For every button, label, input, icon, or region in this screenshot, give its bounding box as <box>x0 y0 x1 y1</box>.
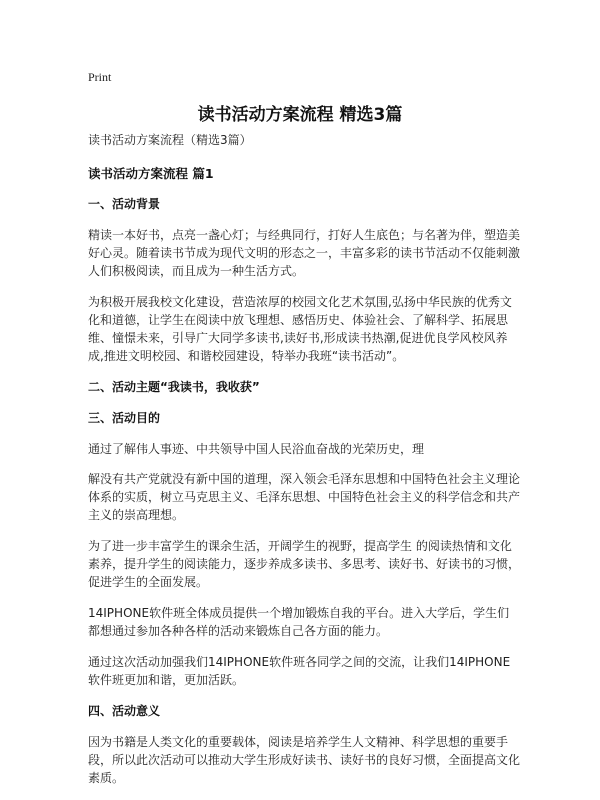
heading-theme: 二、活动主题“我读书，我收获” <box>88 380 260 394</box>
section-title: 读书活动方案流程 篇1 <box>88 166 214 181</box>
paragraph-significance-1: 因为书籍是人类文化的重要载体，阅读是培养学生人文精神、科学思想的重要手段，所以此次活动可以推动大学生形成好读书、读好书的良好习惯，全面提高文化素质。 <box>88 735 521 785</box>
heading-significance: 四、活动意义 <box>88 704 161 718</box>
document-body <box>88 131 520 800</box>
paragraph-purpose-5: 通过这次活动加强我们14IPHONE软件班各同学之间的交流，让我们14IPHONE软件班更加和谐，更加活跃。 <box>88 655 511 687</box>
document-subtitle: 读书活动方案流程（精选3篇） <box>88 133 252 147</box>
paragraph-purpose-1: 通过了解伟人事迹、中共领导中国人民浴血奋战的光荣历史，理 <box>88 442 425 456</box>
paragraph-background-2: 为积极开展我校文化建设，营造浓厚的校园文化艺术氛围,弘扬中华民族的优秀文化和道德，让学生在阅读中放飞理想、感悟历史、体验社会、了解科学、拓展思维、憧憬未来，引导广大同学多读书,读好书,形成读书热潮,促进优良学风校风养成,推进文明校园、和谐校园建设，特举办我班“读书活动”。 <box>88 295 512 363</box>
print-label: Print <box>88 70 112 84</box>
document-title: 读书活动方案流程 精选3篇 <box>197 105 403 125</box>
paragraph-purpose-2: 解没有共产党就没有新中国的道理，深入领会毛泽东思想和中国特色社会主义理论体系的实质，树立马克思主义、毛泽东思想、中国特色社会主义的科学信念和共产主义的崇高理想。 <box>88 472 521 522</box>
paragraph-purpose-4: 14IPHONE软件班全体成员提供一个增加锻炼自我的平台。进入大学后，学生们都想通过参加各种各样的活动来锻炼自己各方面的能力。 <box>88 606 510 638</box>
heading-background: 一、活动背景 <box>88 197 161 211</box>
paragraph-purpose-3: 为了进一步丰富学生的课余生活，开阔学生的视野，提高学生 的阅读热情和文化素养，提升学生的阅读能力，逐步养成多读书、多思考、读好书、好读书的习惯，促进学生的全面发展。 <box>88 539 521 589</box>
paragraph-background-1: 精读一本好书，点亮一盏心灯；与经典同行，打好人生底色；与名著为伴，塑造美好心灵。随着读书节成为现代文明的形态之一，丰富多彩的读书节活动不仅能刺激人们积极阅读，而且成为一种生活方式。 <box>88 228 521 278</box>
heading-purpose: 三、活动目的 <box>88 411 161 425</box>
